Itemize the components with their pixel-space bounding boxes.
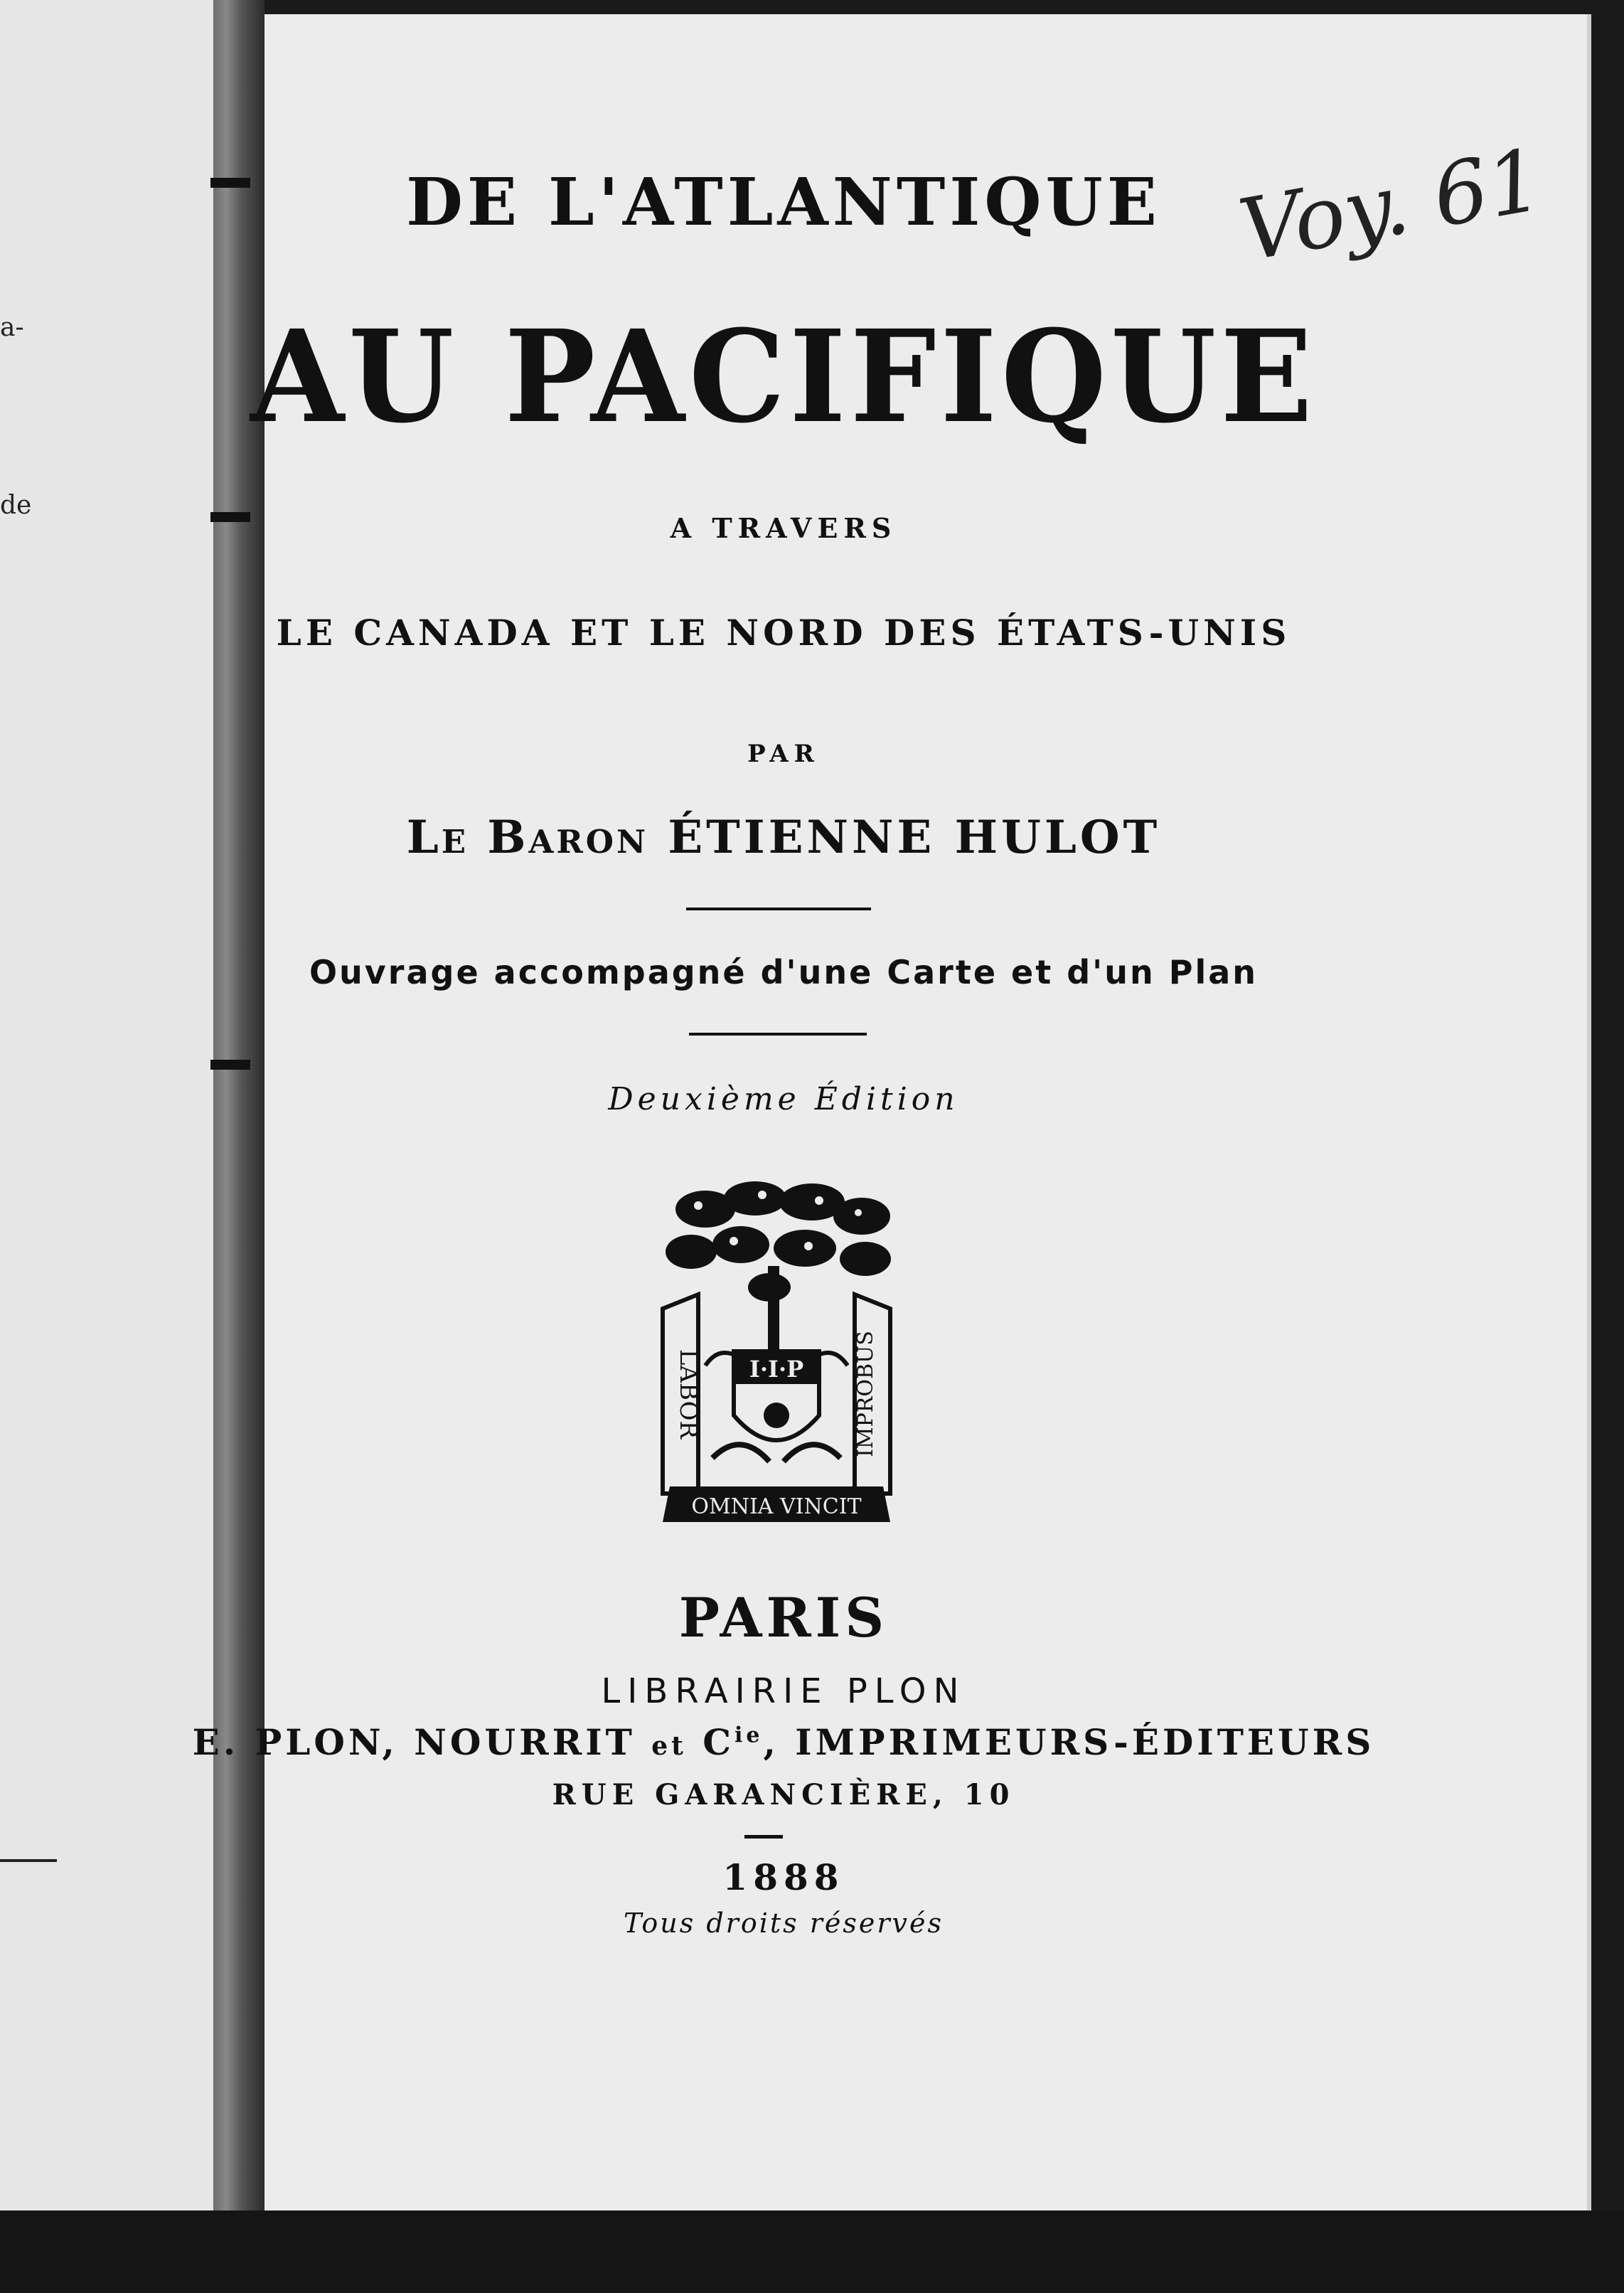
divider (0, 1859, 57, 1862)
monogram: I·I·P (749, 1356, 804, 1383)
handwritten-note: Voy. 61 (1232, 130, 1550, 282)
motto-bottom: OMNIA VINCIT (691, 1494, 862, 1519)
binding-mark (210, 1060, 250, 1070)
motto-left: LABOR (674, 1348, 703, 1440)
subtitle-1: A TRAVERS (670, 512, 897, 544)
banner-bottom (663, 1486, 890, 1522)
year: 1888 (722, 1856, 845, 1898)
shield-icon (705, 1351, 848, 1462)
left-page-text: a- (0, 313, 24, 342)
divider (689, 1033, 867, 1036)
divider (744, 1835, 783, 1839)
motto-right: IMPROBUS (853, 1331, 878, 1457)
title-page (192, 14, 1591, 2210)
publisher-name: LIBRAIRIE PLON (601, 1671, 966, 1711)
scan-border (0, 2210, 1624, 2293)
banner-left (663, 1294, 703, 1494)
work-note: Ouvrage accompagné d'une Carte et d'un Plan (309, 953, 1259, 991)
publisher-et: et (651, 1731, 687, 1761)
author-name: ÉTIENNE HULOT (668, 811, 1161, 864)
subtitle-2: LE CANADA ET LE NORD DES ÉTATS-UNIS (276, 612, 1291, 654)
divider (686, 908, 871, 910)
rights: Tous droits réservés (624, 1908, 944, 1939)
publisher-line (122, 1721, 1445, 1763)
city: PARIS (678, 1586, 889, 1649)
publisher-company-suffix: ie (734, 1723, 764, 1748)
banner-right (853, 1294, 890, 1494)
edition: Deuxième Édition (608, 1081, 959, 1117)
publisher-company: C (703, 1721, 734, 1763)
publisher-role: , IMPRIMEURS-ÉDITEURS (763, 1721, 1375, 1763)
author-prefix: Le Baron (406, 811, 649, 864)
by-label: PAR (747, 740, 820, 768)
title-line-1: DE L'ATLANTIQUE (406, 164, 1161, 240)
author (122, 811, 1445, 864)
title-line-2: AU PACIFIQUE (250, 302, 1317, 452)
publisher-emblem (648, 1181, 904, 1536)
address: RUE GARANCIÈRE, 10 (552, 1778, 1015, 1811)
left-page-text: de (0, 491, 32, 520)
publisher-part: E. PLON, NOURRIT (192, 1721, 636, 1763)
